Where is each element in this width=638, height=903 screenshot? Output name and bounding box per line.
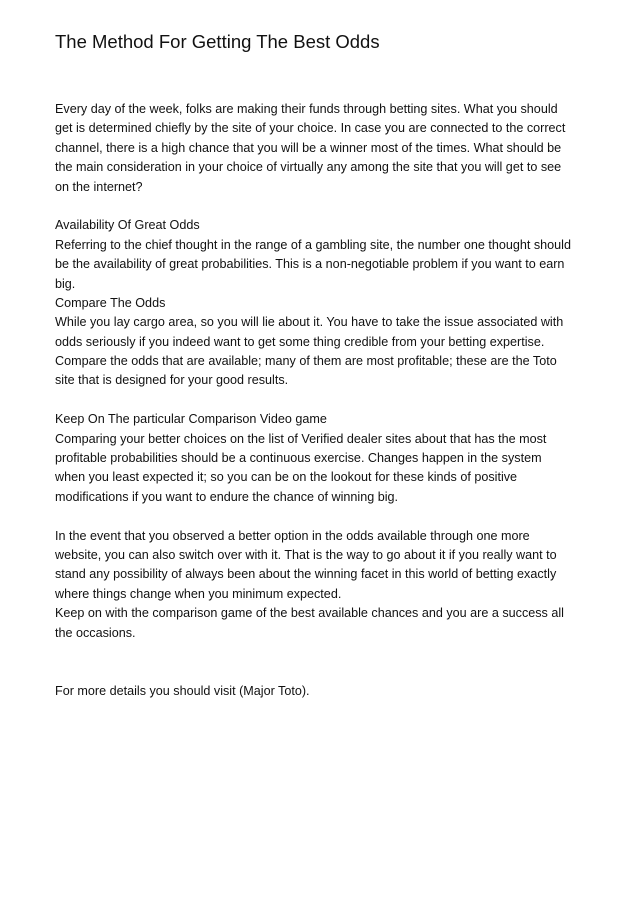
section-availability <box>55 216 585 294</box>
section-heading: Availability Of Great Odds <box>55 218 200 233</box>
section-compare <box>55 294 585 391</box>
footer-note: For more details you should visit (Major Toto). <box>55 683 310 698</box>
paragraph-line: stand any possibility of always been about the winning facet in this world of betting exactly <box>55 567 557 582</box>
paragraph-spacer <box>55 391 585 410</box>
paragraph-line: In the event that you observed a better option in the odds available through one more <box>55 528 530 543</box>
paragraph-line: where things change when you minimum expected. <box>55 586 342 601</box>
paragraph-line: Comparing your better choices on the list of Verified dealer sites about that has the most <box>55 431 547 446</box>
paragraph-line: While you lay cargo area, so you will lie about it. You have to take the issue associated with <box>55 315 564 330</box>
paragraph-line: Referring to the chief thought in the range of a gambling site, the number one thought should <box>55 237 571 252</box>
page-title: The Method For Getting The Best Odds <box>55 31 380 52</box>
paragraph-line: modifications if you want to endure the chance of winning big. <box>55 489 399 504</box>
paragraph-line: the occasions. <box>55 625 136 640</box>
paragraph-line: Keep on with the comparison game of the best available chances and you are a success all <box>55 606 564 621</box>
paragraph-line: odds seriously if you indeed want to get some thing credible from your betting expertise. <box>55 334 545 349</box>
section-heading: Keep On The particular Comparison Video game <box>55 412 327 427</box>
paragraph-line: Every day of the week, folks are making their funds through betting sites. What you should <box>55 102 558 116</box>
section-switch <box>55 527 585 643</box>
paragraph-spacer <box>55 197 585 216</box>
document-body <box>55 100 585 701</box>
paragraph-line: website, you can also switch over with it. That is the way to go about it if you really want to <box>55 547 557 562</box>
paragraph-line: on the internet? <box>55 179 143 194</box>
intro-paragraph <box>55 100 585 197</box>
paragraph-line: the main consideration in your choice of virtually any among the site that you will get to see <box>55 160 562 175</box>
paragraph-spacer <box>55 507 585 526</box>
paragraph-spacer <box>55 643 585 682</box>
paragraph-line: get is determined chiefly by the site of your choice. In case you are connected to the correct <box>55 121 566 136</box>
paragraph-line: Compare the odds that are available; many of them are most profitable; these are the Toto <box>55 354 557 369</box>
paragraph-line: be the availability of great probabilities. This is a non-negotiable problem if you want to earn <box>55 257 565 272</box>
paragraph-line: big. <box>55 276 76 291</box>
paragraph-line: profitable probabilities should be a continuous exercise. Changes happen in the system <box>55 451 542 466</box>
paragraph-line: site that is designed for your good results. <box>55 373 289 388</box>
section-comparison-game <box>55 410 585 507</box>
paragraph-line: channel, there is a high chance that you will be a winner most of the times. What should be <box>55 140 562 155</box>
section-heading: Compare The Odds <box>55 295 166 310</box>
paragraph-line: when you least expected it; so you can be on the lookout for these kinds of positive <box>55 470 518 485</box>
